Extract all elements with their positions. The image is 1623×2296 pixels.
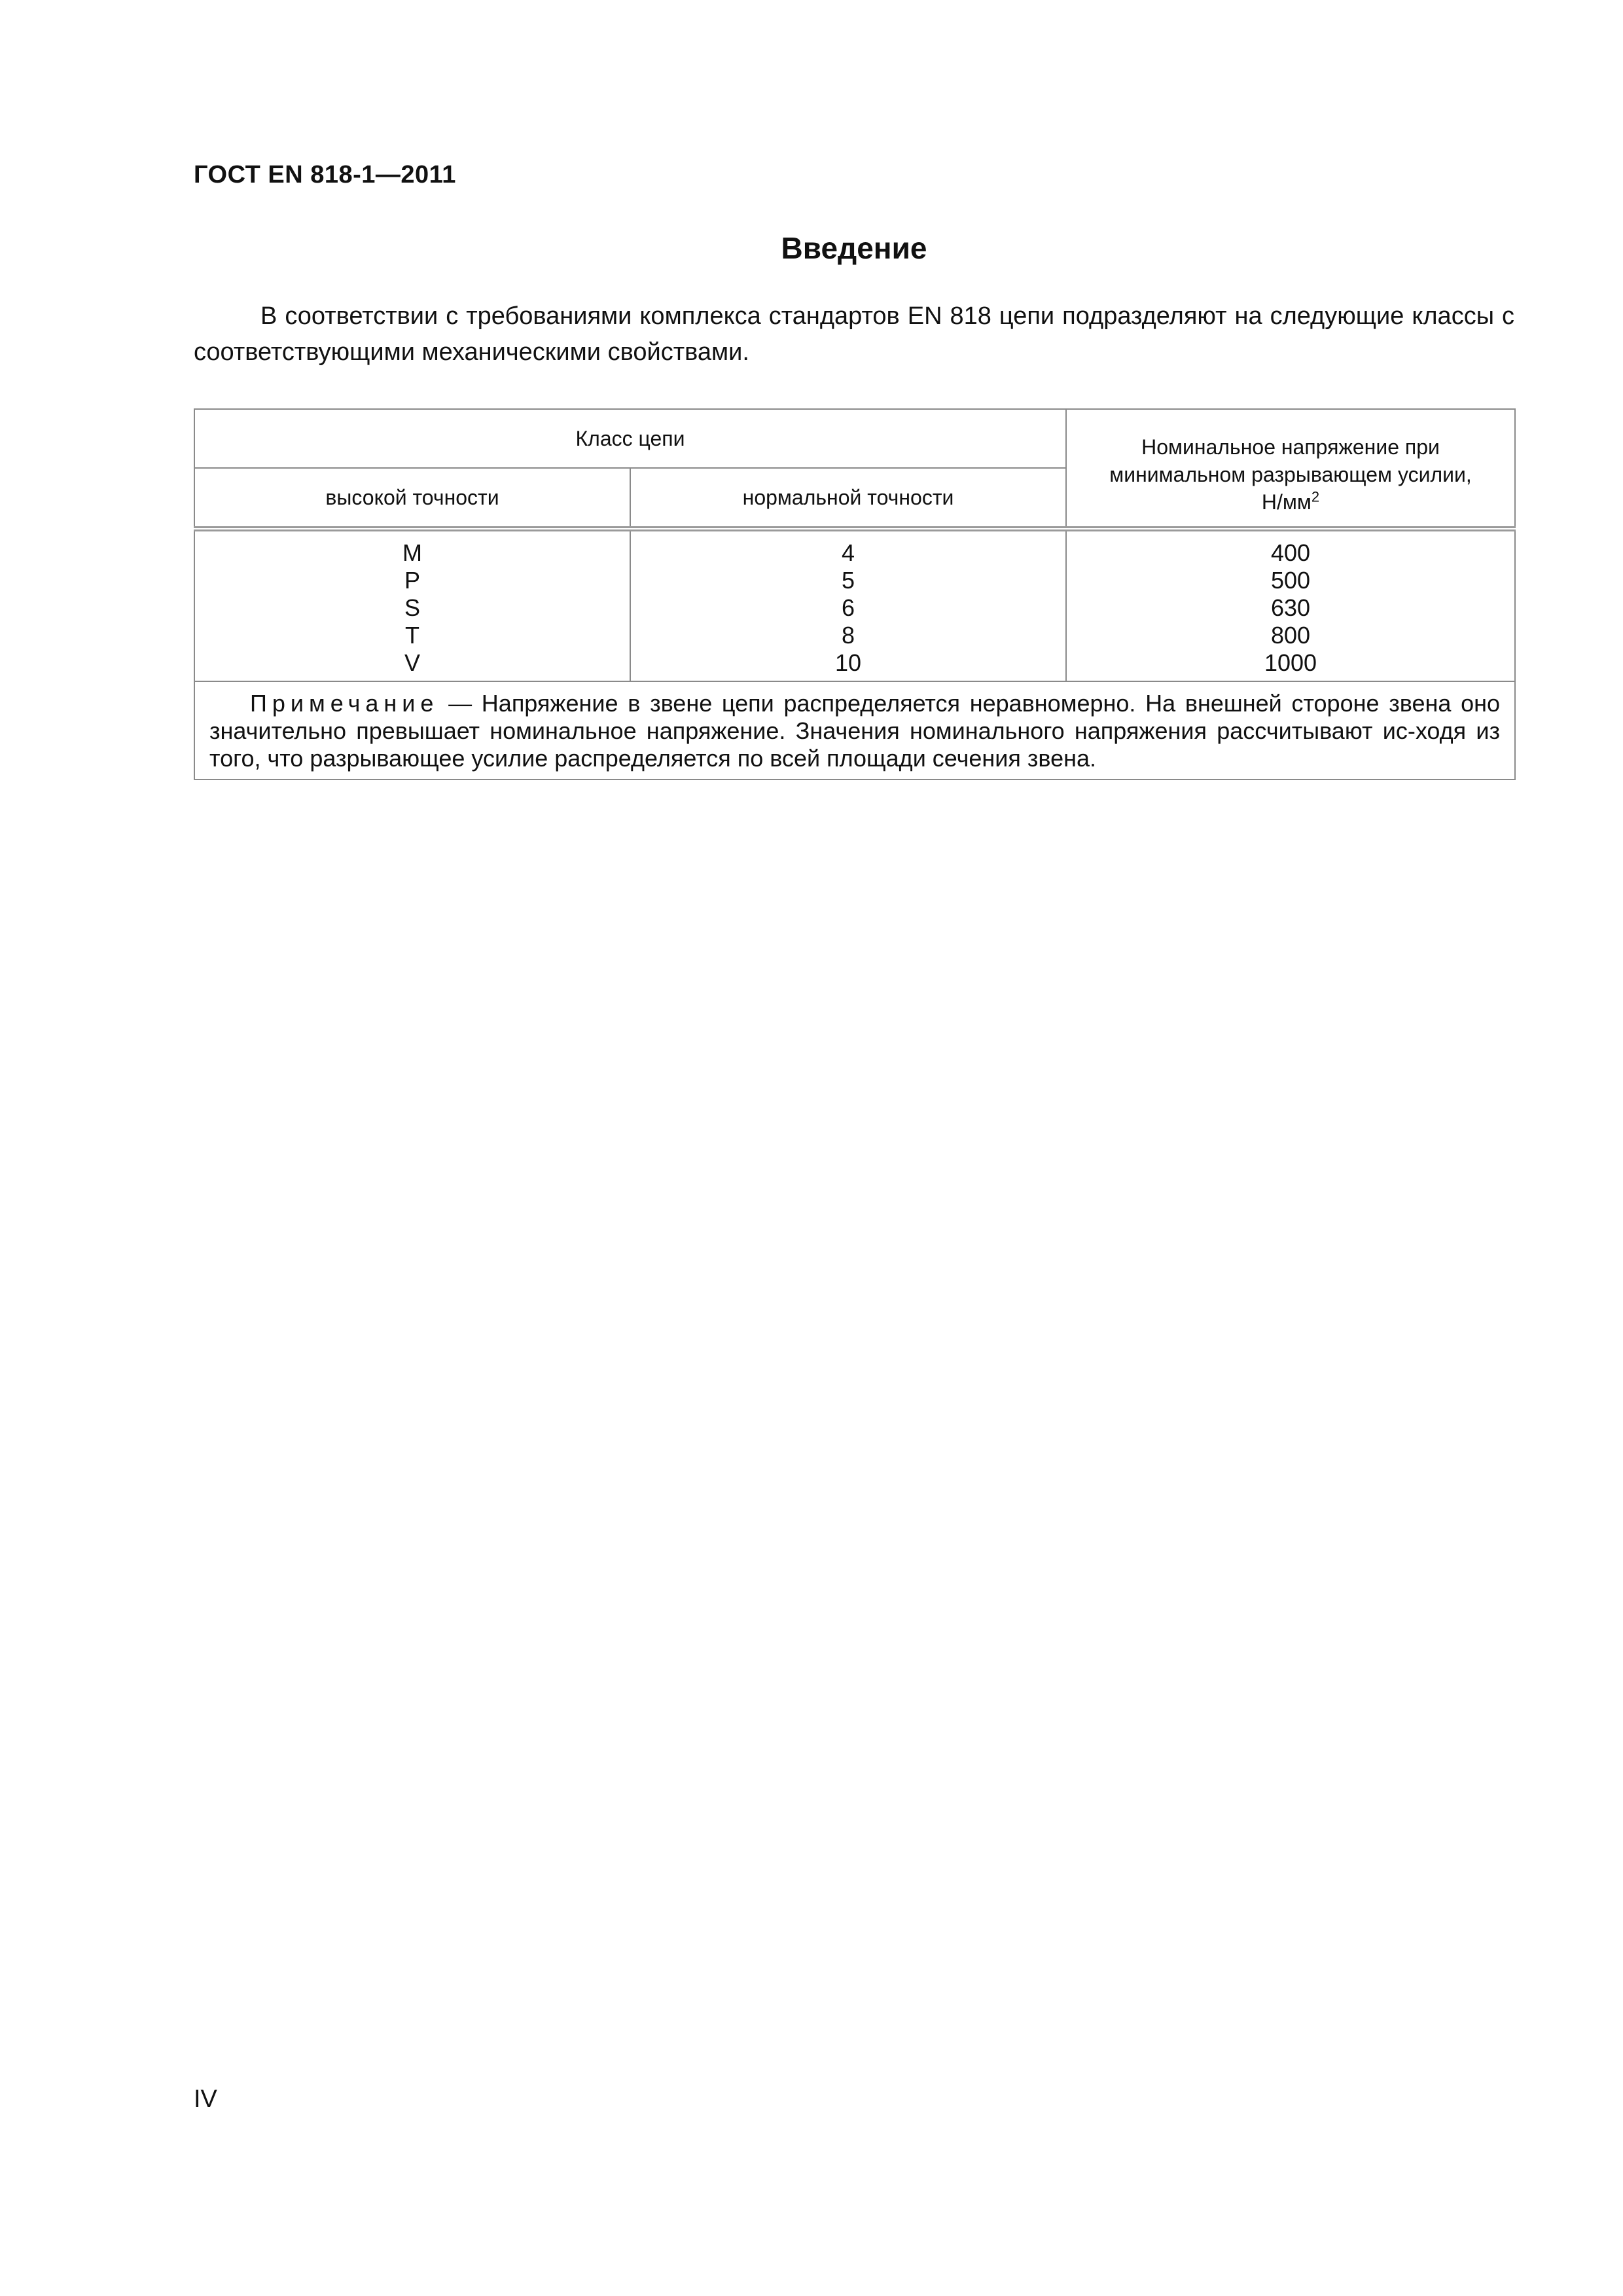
table-cell: S [404, 594, 420, 621]
header-stress-line1: Номинальное напряжение при [1141, 435, 1440, 459]
header-stress-line2: минимальном разрывающем усилии, [1109, 463, 1472, 486]
header-stress-unit-exponent: 2 [1311, 488, 1320, 505]
table-cell: 10 [834, 649, 862, 676]
note-paragraph [209, 690, 1500, 772]
table-note [194, 681, 1515, 780]
column-high-precision-values [194, 529, 630, 681]
header-stress-unit: Н/мм [1261, 490, 1311, 514]
table-cell: P [404, 567, 420, 594]
header-chain-class: Класс цепи [194, 409, 1066, 468]
table-cell: V [404, 649, 420, 676]
table-cell: 5 [841, 567, 855, 594]
table-cell: T [405, 622, 419, 649]
table-cell: 800 [1270, 622, 1311, 649]
header-high-precision: высокой точности [194, 468, 630, 529]
table-cell: 6 [841, 594, 855, 621]
table-cell: 400 [1270, 539, 1311, 566]
table-cell: 8 [841, 622, 855, 649]
table-row [194, 529, 1515, 681]
page-number: IV [194, 2085, 217, 2113]
table-cell: 630 [1270, 594, 1311, 621]
table-cell: 1000 [1264, 649, 1317, 676]
note-text: — Напряжение в звене цепи распределяется неравномерно. На внешней стороне звена оно значительно превышает номинальное напряжение. Значения номинального напряжения рассчитывают ис-ходя из того, что разрывающее усилие распределяется по всей площади сечения звена. [209, 690, 1500, 772]
chain-class-table [194, 408, 1516, 780]
intro-paragraph: В соответствии с требованиями комплекса стандартов EN 818 цепи подразделяют на следующие классы с соответствующими механическими свойствами. [194, 302, 1514, 366]
document-code: ГОСТ EN 818-1—2011 [194, 161, 456, 188]
section-title: Введение [781, 231, 927, 265]
column-normal-precision-values [630, 529, 1066, 681]
table-cell: 500 [1270, 567, 1311, 594]
table-cell: 4 [841, 539, 855, 566]
header-nominal-stress [1066, 409, 1515, 529]
table-cell: M [402, 539, 422, 566]
header-normal-precision: нормальной точности [630, 468, 1066, 529]
note-label: Примечание [250, 690, 439, 717]
column-nominal-stress-values [1066, 529, 1515, 681]
